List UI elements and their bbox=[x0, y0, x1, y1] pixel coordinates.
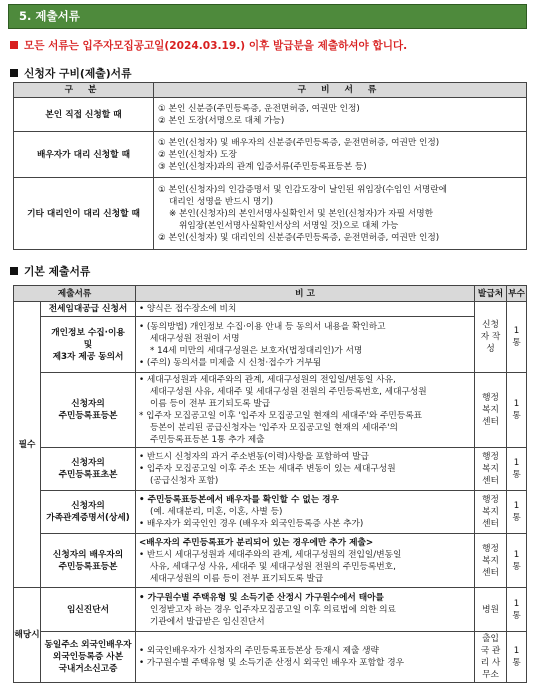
section-header: 5. 제출서류 bbox=[8, 4, 527, 29]
red-square-bullet-icon bbox=[10, 41, 18, 49]
table-row bbox=[14, 373, 527, 448]
doc-issuer: 병원 bbox=[475, 588, 507, 632]
doc-remarks: • 세대구성원과 세대주와의 관계, 세대구성원의 전입일/변동일 사유, 세대구성원 사유, 세대주 및 세대구성원 전원의 주민등록번호, 세대구성원 이름 등이 전부 표기되도록 발급 * 입주자 모집공고일 이후 '입주자 모집공고일 현재의 세대주'와 주민등록표 등본이 분리된 공급신청자는 '입주자 모집공고일 현재의 세대주'의 주민등록표등본 1통 추가 제출 bbox=[136, 373, 475, 448]
doc-name: 신청자의 가족관계증명서(상세) bbox=[41, 491, 136, 534]
doc-count: 1통 bbox=[507, 448, 527, 491]
doc-name: 동일주소 외국인배우자 외국인등록증 사본 국내거소신고증 bbox=[41, 632, 136, 683]
doc-remarks: • 양식은 접수장소에 비치 bbox=[136, 302, 475, 317]
table-row bbox=[14, 317, 527, 373]
square-bullet-icon bbox=[10, 69, 18, 77]
doc-issuer: 행정 복지 센터 bbox=[475, 448, 507, 491]
applicant-docs-heading: 신청자 구비(제출)서류 bbox=[10, 66, 132, 81]
square-bullet-icon bbox=[10, 267, 18, 275]
table-header-row bbox=[14, 83, 527, 98]
doc-count: 1통 bbox=[507, 632, 527, 683]
doc-name: 신청자의 주민등록표등본 bbox=[41, 373, 136, 448]
doc-name: 개인정보 수집·이용 및 제3자 제공 동의서 bbox=[41, 317, 136, 373]
row-documents: ① 본인(신청자) 및 배우자의 신분증(주민등록증, 운전면허증, 여권만 인정) ② 본인(신청자) 도장 ③ 본인(신청자)과의 관계 입증서류(주민등록표등본 등) bbox=[154, 132, 527, 178]
doc-remarks: <배우자의 주민등록표가 분리되어 있는 경우에만 추가 제출> • 반드시 세대구성원과 세대주와의 관계, 세대구성원의 전입일/변동일 사유, 세대구성 사유, 세대주 및 세대구성원 전원의 주민등록번호, 세대구성원의 이름 등이 전부 표기되도록 발급 bbox=[136, 534, 475, 588]
table-row bbox=[14, 132, 527, 178]
doc-issuer: 행정 복지 센터 bbox=[475, 534, 507, 588]
doc-count: 1통 bbox=[507, 588, 527, 632]
row-documents: ① 본인 신분증(주민등록증, 운전면허증, 여권만 인정) ② 본인 도장(서명으로 대체 가능) bbox=[154, 98, 527, 132]
table-row bbox=[14, 534, 527, 588]
doc-count: 1통 bbox=[507, 302, 527, 373]
row-category: 기타 대리인이 대리 신청할 때 bbox=[14, 178, 154, 250]
doc-issuer: 출입국 관리 사무소 bbox=[475, 632, 507, 683]
notice-line bbox=[10, 38, 407, 53]
notice-text: 모든 서류는 입주자모집공고일(2024.03.19.) 이후 발급분을 제출하셔야 합니다. bbox=[24, 40, 408, 52]
doc-name: 신청자의 배우자의 주민등록표등본 bbox=[41, 534, 136, 588]
row-category: 배우자가 대리 신청할 때 bbox=[14, 132, 154, 178]
table-row bbox=[14, 302, 527, 317]
header-documents: 구 비 서 류 bbox=[154, 83, 527, 98]
basic-docs-heading: 기본 제출서류 bbox=[10, 264, 90, 279]
required-label: 필수 bbox=[14, 302, 41, 588]
doc-remarks: • 외국인배우자가 신청자의 주민등록표등본상 등재시 제출 생략 • 가구원수별 주택유형 및 소득기준 산정시 외국인 배우자 포함할 경우 bbox=[136, 632, 475, 683]
applicant-docs-table bbox=[13, 82, 527, 250]
table-row bbox=[14, 632, 527, 683]
doc-remarks: • 주민등록표등본에서 배우자를 확인할 수 없는 경우 (예. 세대분리, 미혼, 이혼, 사별 등) • 배우자가 외국인인 경우 (배우자 외국인등록증 사본 추가) bbox=[136, 491, 475, 534]
row-category: 본인 직접 신청할 때 bbox=[14, 98, 154, 132]
table-row bbox=[14, 491, 527, 534]
doc-count: 1통 bbox=[507, 534, 527, 588]
doc-issuer: 행정 복지 센터 bbox=[475, 373, 507, 448]
doc-remarks: • 반드시 신청자의 과거 주소변동(이력)사항을 포함하여 발급 • 입주자 모집공고일 이후 주소 또는 세대주 변동이 있는 세대구성원 (공급신청자 포함) bbox=[136, 448, 475, 491]
doc-issuer: 신청자 작성 bbox=[475, 302, 507, 373]
doc-issuer: 행정 복지 센터 bbox=[475, 491, 507, 534]
table-row bbox=[14, 448, 527, 491]
table-header-row bbox=[14, 286, 527, 302]
doc-remarks: • (동의방법) 개인정보 수집·이용 안내 등 동의서 내용을 확인하고 세대구성원 전원이 서명 * 14세 미만의 세대구성원은 보호자(법정대리인)가 서명 • (주의) 동의서를 미제출 시 신청·접수가 거부됨 bbox=[136, 317, 475, 373]
doc-count: 1통 bbox=[507, 491, 527, 534]
basic-docs-table bbox=[13, 285, 527, 683]
header-count: 부수 bbox=[507, 286, 527, 302]
header-remarks: 비 고 bbox=[136, 286, 475, 302]
doc-name: 신청자의 주민등록표초본 bbox=[41, 448, 136, 491]
doc-count: 1통 bbox=[507, 373, 527, 448]
table-row bbox=[14, 588, 527, 632]
header-category: 구 분 bbox=[14, 83, 154, 98]
doc-name: 임신진단서 bbox=[41, 588, 136, 632]
doc-name: 전세임대공급 신청서 bbox=[41, 302, 136, 317]
header-issuer: 발급처 bbox=[475, 286, 507, 302]
doc-remarks: • 가구원수별 주택유형 및 소득기준 산정시 가구원수에서 태아를 인정받고자 하는 경우 입주자모집공고일 이후 의료법에 의한 의료 기관에서 발급받은 임신진단서 bbox=[136, 588, 475, 632]
row-documents: ① 본인(신청자)의 인감증명서 및 인감도장이 날인된 위임장(수임인 서명란에 대리인 성명을 반드시 명기) ※ 본인(신청자)의 본인서명사실확인서 및 본인(신청자)가 자필 서명한 위임장(본인서명사실확인서상의 서명일 것)으로 대체 가능 ② 본인(신청자) 및 대리인의 신분증(주민등록증, 운전면허증, 여권만 인정) bbox=[154, 178, 527, 250]
table-row bbox=[14, 98, 527, 132]
conditional-label: 해당시 bbox=[14, 588, 41, 683]
table-row bbox=[14, 178, 527, 250]
header-document: 제출서류 bbox=[14, 286, 136, 302]
